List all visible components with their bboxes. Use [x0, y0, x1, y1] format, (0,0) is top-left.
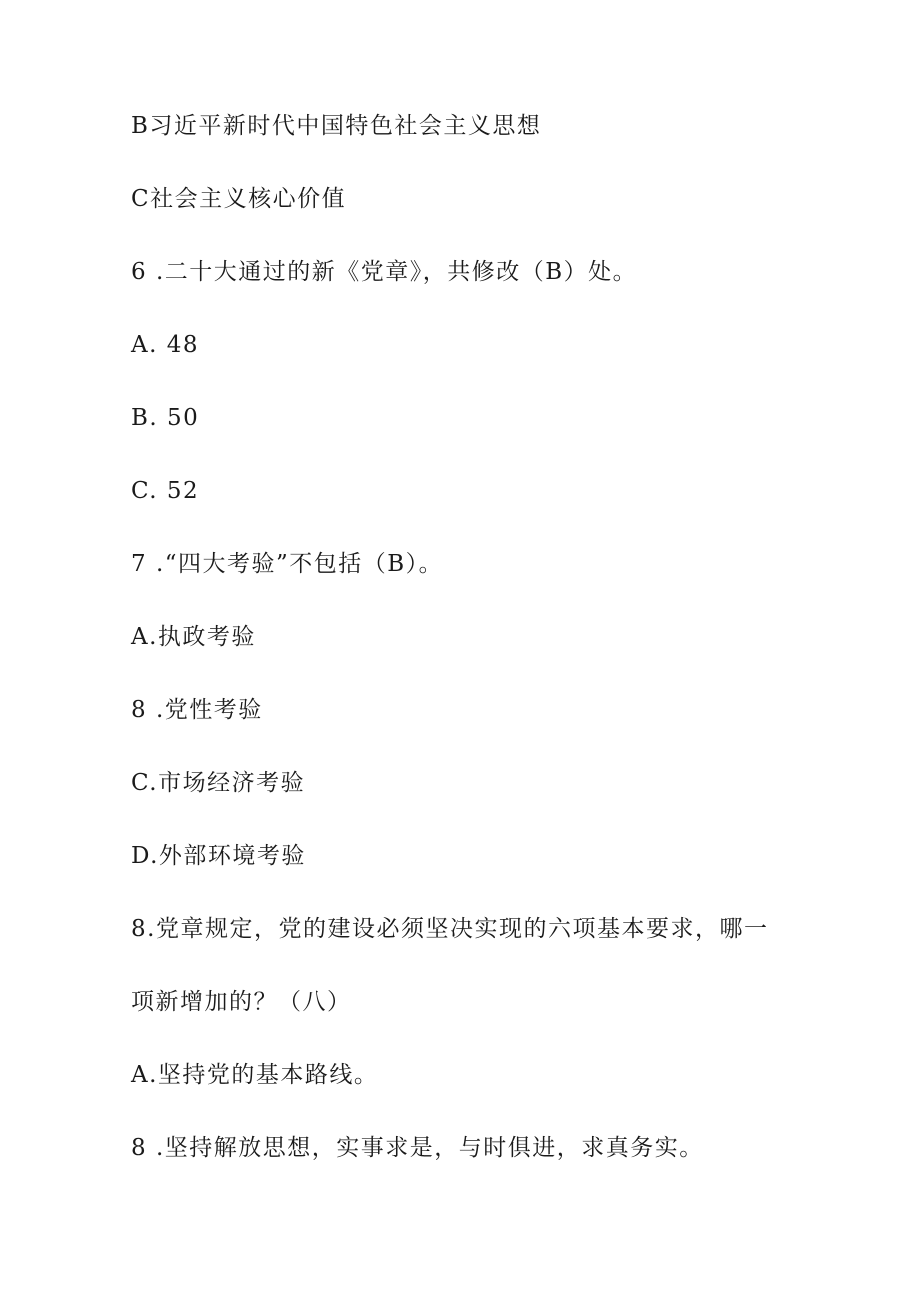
option-b-xi-thought: B习近平新时代中国特色社会主义思想 [131, 113, 542, 139]
question-6-option-b: B. 50 [131, 405, 200, 431]
question-6-option-c: C. 52 [131, 478, 200, 504]
question-7-option-a: A.执政考验 [131, 624, 256, 650]
question-8-option-a: A.坚持党的基本路线。 [131, 1062, 379, 1088]
question-6-option-a: A. 48 [131, 332, 199, 358]
question-8-line-2: 项新增加的？（八） [131, 989, 352, 1015]
question-8-line-1: 8.党章规定，党的建设必须坚决实现的六项基本要求，哪一 [131, 916, 769, 942]
question-7: 7 .“四大考验”不包括（B）。 [131, 551, 444, 577]
question-7-option-b: 8 .党性考验 [131, 697, 263, 723]
question-8-option-b: 8 .坚持解放思想，实事求是，与时俱进，求真务实。 [131, 1135, 704, 1161]
question-7-option-c: C.市场经济考验 [131, 770, 306, 796]
question-7-option-d: D.外部环境考验 [131, 843, 306, 869]
option-c-core-values: C社会主义核心价值 [131, 186, 347, 212]
question-6: 6 .二十大通过的新《党章》，共修改（B）处。 [131, 259, 638, 285]
